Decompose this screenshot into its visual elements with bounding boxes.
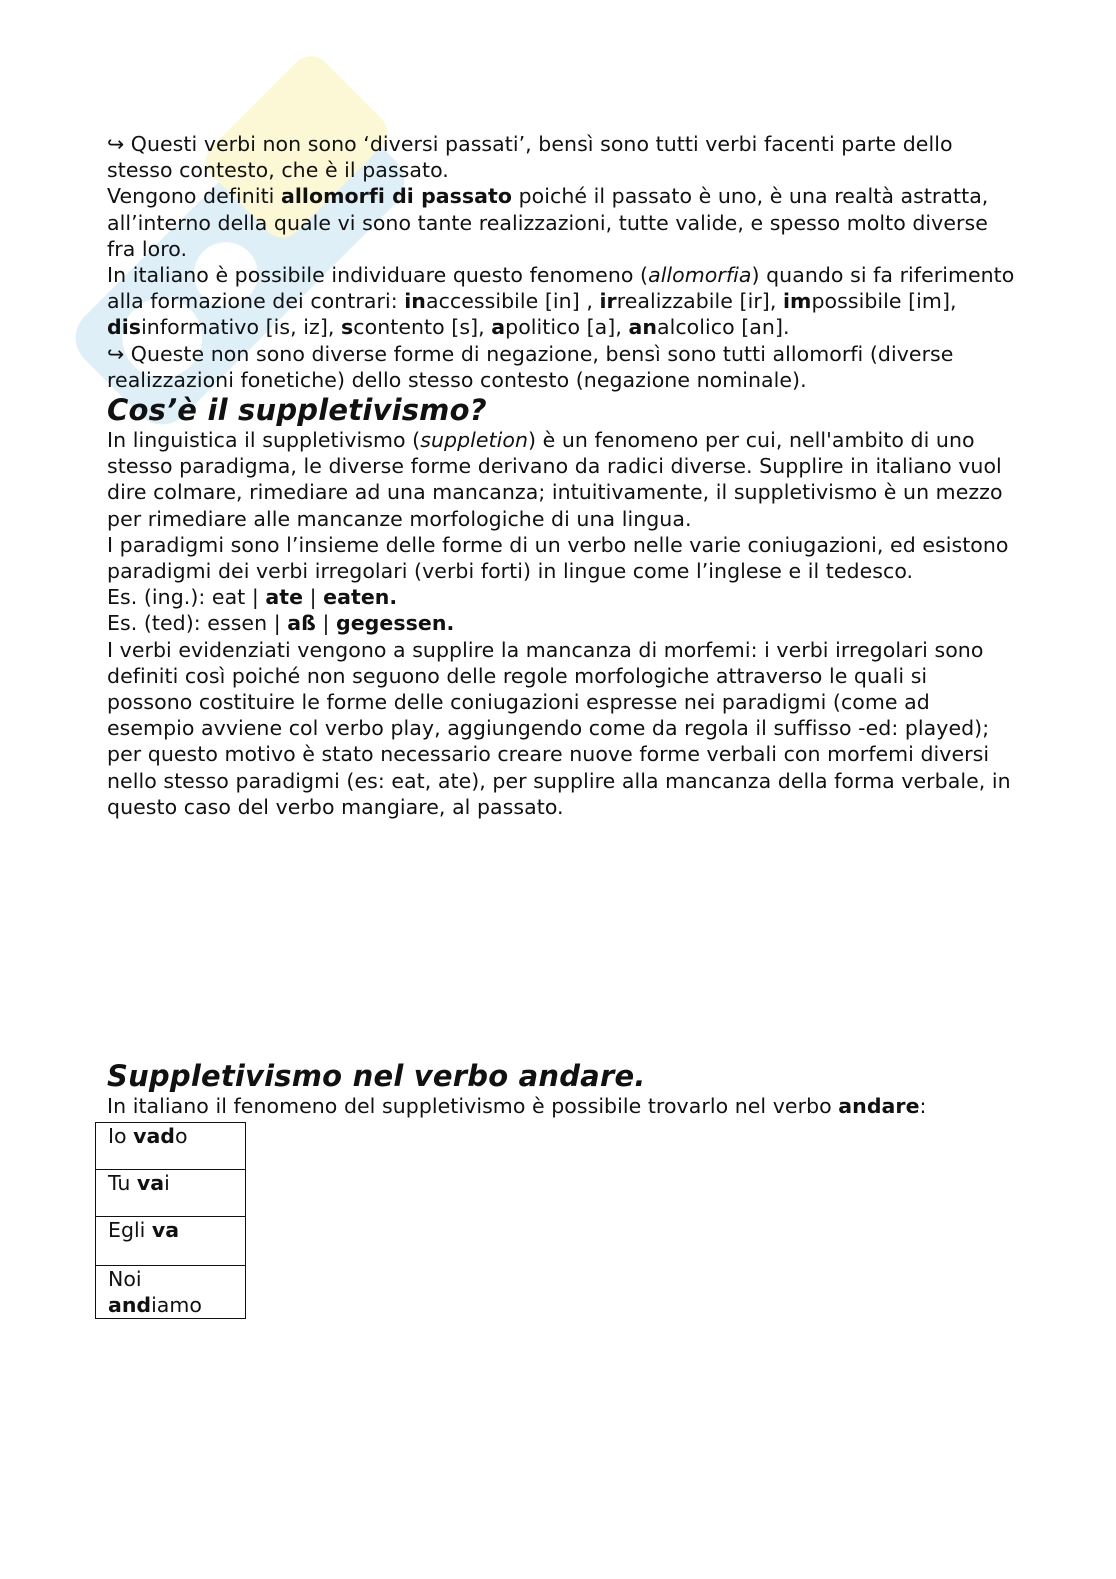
blank-space	[107, 820, 1017, 1059]
table-cell: Tu vai	[96, 1170, 246, 1217]
paragraph-andare-intro: In italiano il fenomeno del suppletivismo è possibile trovarlo nel verbo andare:	[107, 1094, 927, 1119]
conjugation-table	[95, 1122, 246, 1319]
table-cell: Io vado	[96, 1123, 246, 1170]
section-heading-andare: Suppletivismo nel verbo andare.	[107, 1059, 646, 1094]
example-german: Es. (ted): essen | aß | gegessen.	[107, 611, 455, 636]
paragraph-negazione: ↪ Queste non sono diverse forme di negazione, bensì sono tutti allomorfi (diverse realizzazioni fonetiche) dello stesso contesto (negazione nominale).	[107, 341, 954, 392]
paragraph-paradigmi: I paradigmi sono l’insieme delle forme di un verbo nelle varie coniugazioni, ed esistono paradigmi dei verbi irregolari (verbi forti) in lingue come l’inglese e il tedesco.	[107, 532, 1009, 584]
paragraph-verbi-irregolari: I verbi evidenziati vengono a supplire la mancanza di morfemi: i verbi irregolari sono definiti così poiché non seguono delle regole morfologiche attraverso le quali si possono costituire le forme delle coniugazioni espresse nei paradigmi (come ad esempio avviene col verbo play, aggiungendo come da regola il suffisso -ed: played); per questo motivo è stato necessario creare nuove forme verbali con morfemi diversi nello stesso paradigmi (es: eat, ate), per supplire alla mancanza della forma verbale, in questo caso del verbo mangiare, al passato.	[107, 637, 1011, 819]
table-row	[96, 1217, 246, 1266]
section-heading-suppletivismo: Cos’è il suppletivismo?	[107, 393, 487, 428]
table-row	[96, 1266, 246, 1319]
table-cell: Egli va	[96, 1217, 246, 1266]
example-english: Es. (ing.): eat | ate | eaten.	[107, 585, 398, 610]
paragraph-allomorfi-intro: ↪ Questi verbi non sono ‘diversi passati’, bensì sono tutti verbi facenti parte dello stesso contesto, che è il passato.	[107, 132, 953, 183]
bold-term: allomorfi di passato	[280, 184, 513, 209]
table-cell: Noi andiamo	[96, 1266, 246, 1319]
paragraph-allomorfi-passato: Vengono definiti allomorfi di passato poiché il passato è uno, è una realtà astratta, all’interno della quale vi sono tante realizzazioni, tutte valide, e spesso molto diverse fra loro.	[107, 184, 989, 261]
table-row	[96, 1123, 246, 1170]
paragraph-allomorfia: In italiano è possibile individuare questo fenomeno (allomorfia) quando si fa riferimento alla formazione dei contrari: inaccessibile [in] , irrealizzabile [ir], impossibile [im], disinformativo [is, iz], scontento [s], apolitico [a], analcolico [an].	[107, 263, 1015, 340]
table-row	[96, 1170, 246, 1217]
document-page	[107, 131, 1017, 1319]
paragraph-suppletivismo-def: In linguistica il suppletivismo (suppletion) è un fenomeno per cui, nell'ambito di uno stesso paradigma, le diverse forme derivano da radici diverse. Supplire in italiano vuol dire colmare, rimediare ad una mancanza; intuitivamente, il suppletivismo è un mezzo per rimediare alle mancanze morfologiche di una lingua.	[107, 428, 1003, 531]
italic-term: allomorfia	[648, 263, 752, 288]
